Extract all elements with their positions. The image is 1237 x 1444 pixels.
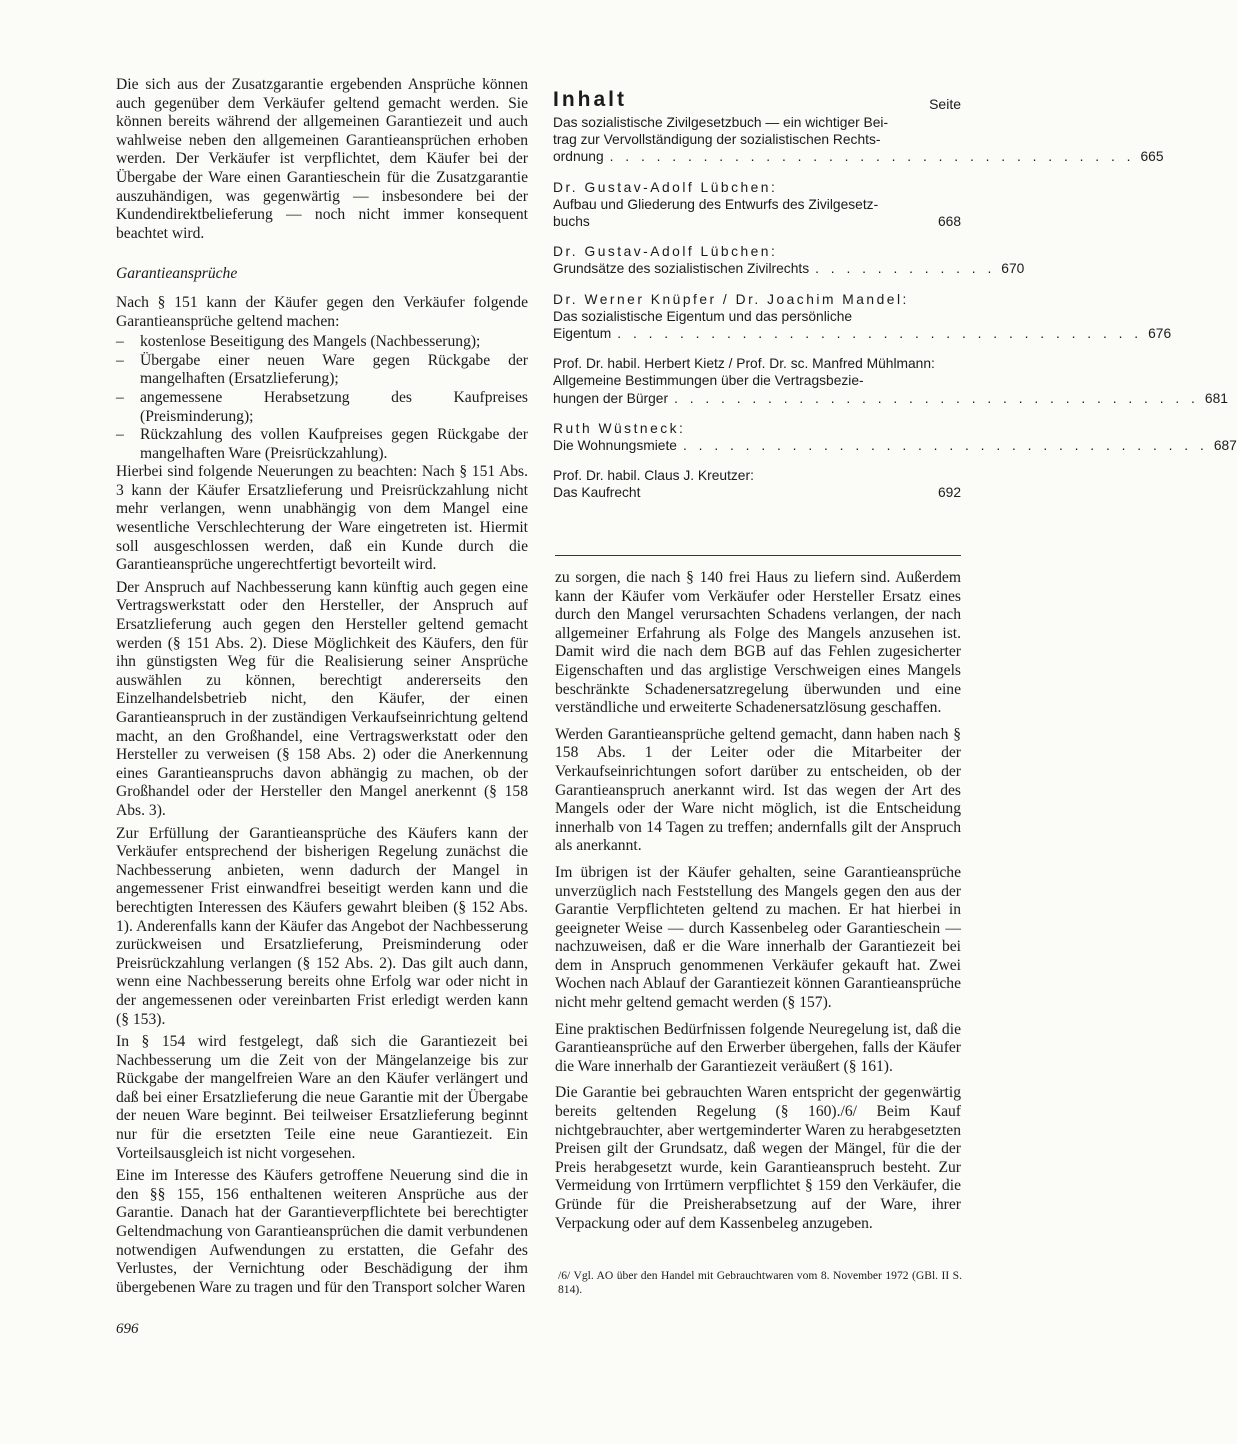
toc-entry-title-end: hungen der Bürger bbox=[553, 390, 669, 406]
toc-header bbox=[553, 76, 961, 112]
paragraph: Im übrigen ist der Käufer gehalten, seine Garantieansprüche unverzüglich nach Feststellung des Mangels gegen den aus der Garantie Verpflichteten geltend zu machen. Er hat hierbei in geeigneter Weise — durch Kassenbeleg oder Garantieschein — nachzuweisen, daß er die Ware innerhalb der Garantiezeit bei dem in Anspruch genommenen Verkäufer gekauft hat. Zwei Wochen nach Ablauf der Garantiezeit können Garantieansprüche nicht mehr geltend gemacht werden (§ 157). bbox=[555, 863, 961, 1012]
toc-entry-title-end: ordnung bbox=[553, 149, 604, 165]
toc-author: Dr. Gustav-Adolf Lübchen: bbox=[553, 179, 778, 195]
toc-entry-lastline bbox=[553, 437, 1237, 454]
right-column bbox=[555, 569, 961, 1237]
toc-divider bbox=[555, 555, 961, 556]
toc-author: Ruth Wüstneck: bbox=[553, 420, 686, 436]
toc-author: Dr. Gustav-Adolf Lübchen: bbox=[553, 244, 778, 260]
toc-entry-line: Aufbau und Gliederung des Entwurfs des Zivilgesetz- bbox=[553, 196, 879, 212]
list-item: – Übergabe einer neuen Ware gegen Rückgabe der mangelhaften (Ersatzlieferung); bbox=[116, 352, 528, 389]
paragraph: Eine im Interesse des Käufers getroffene Neuerung sind die in den §§ 155, 156 enthaltenen weiteren Ansprüche aus der Garantie. Danach hat der Garantieverpflichtete bei berechtigter Geltendmachung von Garantieansprüchen die damit verbundenen notwendigen Aufwendungen zu erstatten, die Gefahr des Verlustes, der Vernichtung oder Beschädigung der ihm übergebenen Ware zu tragen und für den Transport solcher Waren bbox=[116, 1167, 528, 1296]
toc-entry-lastline bbox=[553, 260, 1025, 277]
toc-entry-lastline bbox=[553, 325, 1172, 342]
toc-entry bbox=[553, 467, 961, 501]
toc-entry-line: Das sozialistische Zivilgesetzbuch — ein wichtiger Bei- bbox=[553, 115, 889, 130]
toc-entry-lastline bbox=[553, 148, 1164, 165]
toc-leader-dots: . . . . . . . . . . . . . . . . . . . . . . . . . . . . . . . . . . bbox=[617, 326, 1143, 342]
toc-page-number: 676 bbox=[1148, 326, 1172, 342]
toc-leader-dots: . . . . . . . . . . . . . . . . . . . . . . . . . . . . . . . . . . bbox=[609, 149, 1135, 165]
toc-page-number: 692 bbox=[937, 485, 961, 501]
toc-page-number: 681 bbox=[1204, 390, 1228, 406]
paragraph: Die Garantie bei gebrauchten Waren entspricht der gegenwärtig bereits geltenden Regelung (§ 160)./6/ Beim Kauf nichtgebrauchter, aber wertgeminderter Waren zu herabgesetzten Preisen gilt der Grundsatz, daß wegen der Mängel, für die der Preis herabgesetzt wurde, kein Garantieanspruch besteht. Zur Vermeidung von Irrtümern verpflichtet § 159 den Verkäufer, die Gründe für die Preisherabsetzung auf der Ware, ihrer Verpackung oder auf dem Kassenbeleg anzugeben. bbox=[555, 1084, 961, 1232]
paragraph: Hierbei sind folgende Neuerungen zu beachten: Nach § 151 Abs. 3 kann der Käufer Ersatzlieferung und Preisrückzahlung nicht mehr verlangen, wenn unabhängig von dem Mangel eine wesentliche Verschlechterung der Ware eingetreten ist. Hiermit soll ausgeschlossen werden, daß ein Kunde durch die Garantieansprüche ungerechtfertigt bevorteilt wird. bbox=[116, 463, 528, 574]
toc-page-number: 668 bbox=[937, 214, 961, 230]
toc-entry-line: Allgemeine Bestimmungen über die Vertragsbezie- bbox=[553, 373, 864, 389]
toc-entry bbox=[553, 243, 1025, 277]
toc-entry-lastline bbox=[553, 213, 961, 230]
toc-entry-line: trag zur Vervollständigung der sozialistischen Rechts- bbox=[553, 132, 881, 148]
table-of-contents bbox=[553, 76, 1237, 502]
list-item: – angemessene Herabsetzung des Kaufpreises (Preisminderung); bbox=[116, 389, 528, 426]
toc-entry-title-end: Grundsätze des sozialistischen Zivilrechts bbox=[553, 261, 810, 277]
toc-entry-title-end: Eigentum bbox=[553, 326, 612, 342]
toc-leader-dots: . . . . . . . . . . . . . . . . . . . . . . . . . . . . . . . . . . bbox=[682, 438, 1208, 454]
list-item: – kostenlose Beseitigung des Mangels (Nachbesserung); bbox=[116, 333, 528, 352]
toc-entry-title-end: Das Kaufrecht bbox=[553, 485, 641, 501]
page-number: 696 bbox=[116, 1321, 139, 1337]
toc-entry-lastline bbox=[553, 484, 961, 501]
toc-entry-title-end: Die Wohnungsmiete bbox=[553, 438, 677, 454]
toc-author: Prof. Dr. habil. Claus J. Kreutzer: bbox=[553, 468, 754, 484]
intro-paragraph: Die sich aus der Zusatzgarantie ergebenden Ansprüche können auch gegenüber dem Verkäufer geltend gemacht werden. Sie können bereits während der allgemeinen Garantiezeit und auch wahlweise neben den allgemeinen Garantieansprüchen erhoben werden. Der Verkäufer ist verpflichtet, dem Käufer bei der Übergabe der Ware einen Garantieschein für die Zusatzgarantie auszuhändigen, was gegenwärtig — insbesondere bei der Kundendirektbelieferung — noch nicht immer konsequent beachtet wird. bbox=[116, 76, 528, 242]
toc-title: Inhalt bbox=[553, 88, 627, 111]
toc-author: Dr. Werner Knüpfer / Dr. Joachim Mandel: bbox=[553, 291, 909, 307]
paragraph: Werden Garantieansprüche geltend gemacht, dann haben nach § 158 Abs. 1 der Leiter oder die Mitarbeiter der Verkaufseinrichtungen sofort darüber zu entscheiden, ob der Garantieanspruch anerkannt wird. Ist das wegen der Art des Mangels oder der Ware nicht möglich, ist die Entscheidung innerhalb von 14 Tagen zu treffen; andernfalls gilt der Anspruch als anerkannt. bbox=[555, 725, 961, 855]
footnote: /6/ Vgl. AO über den Handel mit Gebrauchtwaren vom 8. November 1972 (GBl. II S. 814). bbox=[558, 1269, 962, 1296]
toc-leader-dots: . . . . . . . . . . . . . . . . . . . . . . . . . . . . . . . . . . bbox=[674, 390, 1199, 406]
paragraph: In § 154 wird festgelegt, daß sich die Garantiezeit bei Nachbesserung um die Zeit von der Mängelanzeige bis zur Rückgabe der mangelfreien Ware an den Käufer verlängert und daß bei einer Ersatzlieferung die neue Garantie mit der Übergabe der neuen Ware beginnt. Bei teilweiser Ersatzlieferung beginnt nur für die ersetzten Teile eine neue Garantiezeit. Ein Vorteilsausgleich ist nicht vorgesehen. bbox=[116, 1033, 528, 1162]
paragraph: Der Anspruch auf Nachbesserung kann künftig auch gegen eine Vertragswerkstatt oder den Hersteller, der Anspruch auf Ersatzlieferung auch gegen den Hersteller geltend gemacht werden (§ 151 Abs. 2). Diese Möglichkeit des Käufers, den für ihn günstigsten Weg für die Realisierung seiner Ansprüche auswählen zu können, berechtigt andererseits den Einzelhandelsbetrieb nicht, den Käufer, der einen Garantieanspruch in der zuständigen Verkaufseinrichtung geltend macht, an den Großhandel, eine Vertragswerkstatt oder den Hersteller zu verweisen (§ 158 Abs. 2) oder die Anerkennung eines Garantieanspruchs davon abhängig zu machen, ob der Großhandel oder der Hersteller den Mangel anerkennt (§ 158 Abs. 3). bbox=[116, 578, 528, 819]
claims-list bbox=[116, 333, 528, 463]
toc-page-label: Seite bbox=[929, 96, 961, 112]
toc-entry bbox=[553, 355, 1228, 407]
toc-author: Prof. Dr. habil. Herbert Kietz / Prof. Dr. sc. Manfred Mühlmann: bbox=[553, 356, 935, 372]
toc-entry-line: Das sozialistische Eigentum und das persönliche bbox=[553, 308, 853, 324]
list-intro: Nach § 151 kann der Käufer gegen den Verkäufer folgende Garantieansprüche geltend machen: bbox=[116, 293, 528, 330]
toc-page-number: 670 bbox=[1001, 261, 1025, 277]
list-item: – Rückzahlung des vollen Kaufpreises gegen Rückgabe der mangelhaften Ware (Preisrückzahlung). bbox=[116, 426, 528, 463]
toc-page-number: 687 bbox=[1213, 438, 1237, 454]
left-column bbox=[116, 76, 528, 1301]
toc-leader-dots: . . . . . . . . . . . . bbox=[815, 261, 996, 277]
section-heading: Garantieansprüche bbox=[116, 265, 238, 283]
toc-entry bbox=[553, 179, 961, 231]
toc-entry bbox=[553, 114, 1164, 166]
toc-entry bbox=[553, 291, 1172, 343]
paragraph: Zur Erfüllung der Garantieansprüche des Käufers kann der Verkäufer entsprechend der bisherigen Regelung zunächst die Nachbesserung anbieten, wenn dadurch der Mangel in angemessener Frist einwandfrei beseitigt werden kann und die berechtigten Interessen des Käufers gewahrt bleiben (§ 152 Abs. 1). Anderenfalls kann der Käufer das Angebot der Nachbesserung zurückweisen und Ersatzlieferung, Preisminderung oder Preisrückzahlung verlangen (§ 152 Abs. 2). Das gilt auch dann, wenn eine Nachbesserung bereits ohne Erfolg war oder nicht in der angemessenen oder vereinbarten Frist erledigt werden kann (§ 153). bbox=[116, 824, 528, 1028]
paragraph: Eine praktischen Bedürfnissen folgende Neuregelung ist, daß die Garantieansprüche auf den Erwerber übergehen, falls der Käufer die Ware innerhalb der Garantiezeit veräußert (§ 161). bbox=[555, 1020, 961, 1075]
paragraph: zu sorgen, die nach § 140 frei Haus zu liefern sind. Außerdem kann der Käufer vom Verkäufer oder Hersteller Ersatz eines durch den Mangel verursachten Schadens verlangen, der nach allgemeiner Erfahrung als Folge des Mangels anzusehen ist. Damit wird die nach dem BGB auf das Fehlen zugesicherter Eigenschaften und das arglistige Verschweigen eines Mangels beschränkte Schadenersatzregelung überwunden und eine verständliche und erweiterte Schadenersatzlösung geschaffen. bbox=[555, 569, 961, 717]
toc-entry-lastline bbox=[553, 390, 1228, 407]
toc-entry bbox=[553, 420, 1237, 454]
toc-entry-title-end: buchs bbox=[553, 214, 590, 230]
toc-page-number: 665 bbox=[1140, 149, 1164, 165]
